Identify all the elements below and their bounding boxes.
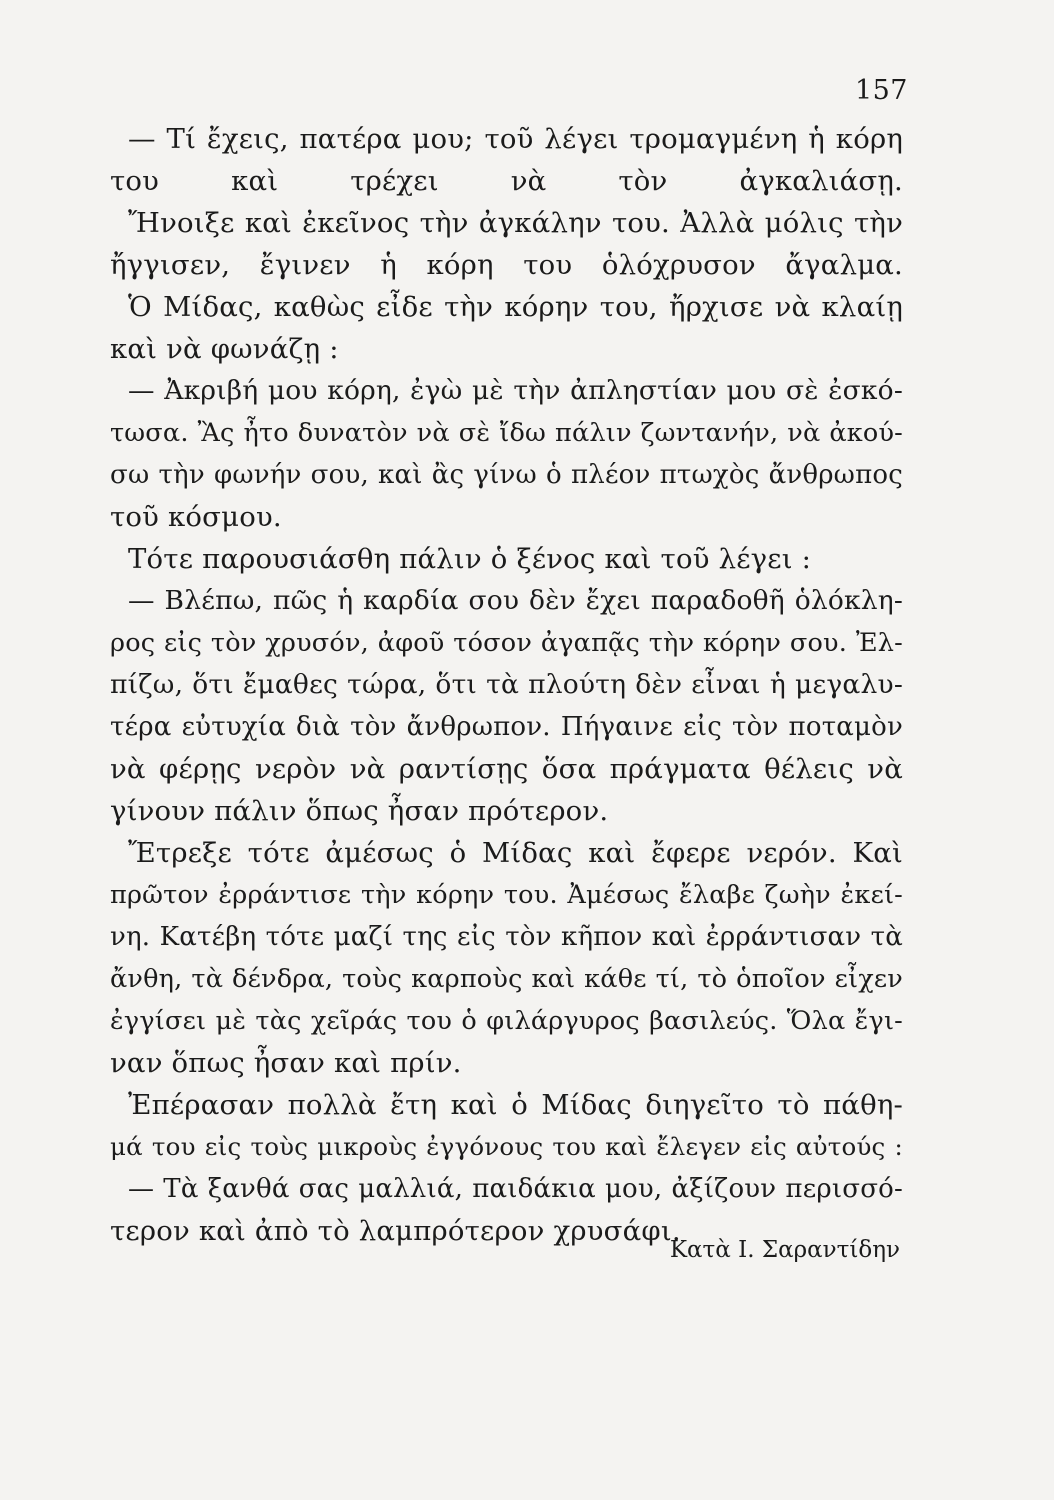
text-line: τερον καὶ ἀπὸ τὸ λαμπρότερον χρυσάφι.: [110, 1215, 681, 1247]
text-line: τέρα εὐτυχία διὰ τὸν ἄνθρωπον. Πήγαινε εἰς τὸν ποταμὸν: [110, 712, 903, 742]
text-line: του καὶ τρέχει νὰ τὸν ἀγκαλιάσῃ.: [110, 165, 903, 197]
text-line: — Τί ἔχεις, πατέρα μου; τοῦ λέγει τρομαγμένη ἡ κόρη: [128, 123, 903, 155]
text-line: ἐγγίσει μὲ τὰς χεῖράς του ὁ φιλάργυρος βασιλεύς. Ὅλα ἔγι-: [110, 1006, 903, 1036]
text-line: σω τὴν φωνήν σου, καὶ ἂς γίνω ὁ πλέον πτωχὸς ἄνθρωπος: [110, 460, 903, 490]
text-line: τοῦ κόσμου.: [110, 501, 282, 533]
text-line: γίνουν πάλιν ὅπως ἦσαν πρότερον.: [110, 795, 609, 827]
text-line: Ἐπέρασαν πολλὰ ἔτη καὶ ὁ Μίδας διηγεῖτο τὸ πάθη-: [128, 1089, 903, 1121]
text-line: πίζω, ὅτι ἔμαθες τώρα, ὅτι τὰ πλούτη δὲν εἶναι ἡ μεγαλυ-: [110, 669, 903, 700]
text-line: ἤγγισεν, ἔγινεν ἡ κόρη του ὁλόχρυσον ἄγαλμα.: [110, 249, 903, 281]
text-line: νη. Κατέβη τότε μαζί της εἰς τὸν κῆπον καὶ ἐρράντισαν τὰ: [110, 922, 903, 952]
text-line: ρος εἰς τὸν χρυσόν, ἀφοῦ τόσον ἀγαπᾷς τὴν κόρην σου. Ἐλ-: [110, 628, 903, 658]
page-number: 157: [854, 75, 908, 106]
text-line: Τότε παρουσιάσθη πάλιν ὁ ξένος καὶ τοῦ λέγει :: [128, 543, 812, 575]
text-line: ἄνθη, τὰ δένδρα, τοὺς καρποὺς καὶ κάθε τί, τὸ ὁποῖον εἶχεν: [110, 964, 903, 994]
text-line: Ὁ Μίδας, καθὼς εἶδε τὴν κόρην του, ἤρχισε νὰ κλαίῃ: [128, 291, 903, 323]
text-line: — Βλέπω, πῶς ἡ καρδία σου δὲν ἔχει παραδοθῆ ὁλόκλη-: [128, 585, 903, 616]
text-line: μά του εἰς τοὺς μικροὺς ἐγγόνους του καὶ ἔλεγεν εἰς αὐτούς :: [110, 1132, 903, 1161]
text-line: πρῶτον ἐρράντισε τὴν κόρην του. Ἀμέσως ἔλαβε ζωὴν ἐκεί-: [110, 880, 903, 910]
text-line: ναν ὅπως ἦσαν καὶ πρίν.: [110, 1047, 462, 1079]
text-line: τωσα. Ἂς ἦτο δυνατὸν νὰ σὲ ἴδω πάλιν ζωντανήν, νὰ ἀκού-: [110, 418, 903, 448]
author-attribution: Κατὰ Ι. Σαραντίδην: [669, 1237, 900, 1263]
text-line: καὶ νὰ φωνάζῃ :: [110, 333, 339, 365]
text-line: — Τὰ ξανθά σας μαλλιά, παιδάκια μου, ἀξίζουν περισσό-: [128, 1174, 903, 1204]
text-line: νὰ φέρῃς νερὸν νὰ ραντίσῃς ὅσα πράγματα θέλεις νὰ: [110, 753, 903, 785]
text-line: Ἔτρεξε τότε ἀμέσως ὁ Μίδας καὶ ἔφερε νερόν. Καὶ: [128, 837, 903, 869]
text-line: — Ἀκριβή μου κόρη, ἐγὼ μὲ τὴν ἀπληστίαν μου σὲ ἐσκό-: [128, 375, 903, 406]
text-line: Ἤνοιξε καὶ ἐκεῖνος τὴν ἀγκάλην του. Ἀλλὰ μόλις τὴν: [128, 207, 903, 239]
